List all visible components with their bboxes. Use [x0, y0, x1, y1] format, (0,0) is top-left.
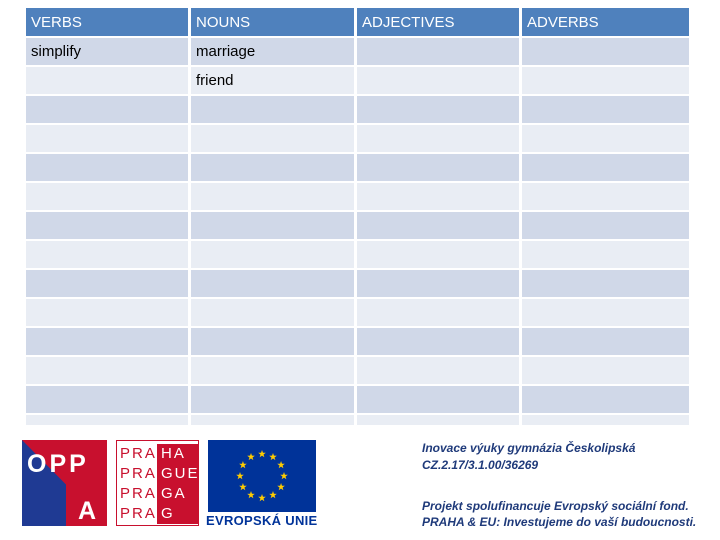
table-row: [26, 415, 689, 425]
table-cell: [522, 299, 689, 326]
praha-logo: [116, 440, 199, 526]
praha-logo-text: GUE: [157, 464, 199, 484]
project-info-line: PRAHA & EU: Investujeme do vaší budoucnosti.: [422, 515, 697, 529]
table-row: [26, 125, 689, 152]
table-cell: [522, 67, 689, 94]
table-cell: [357, 96, 519, 123]
table-cell: [522, 183, 689, 210]
table-cell: [191, 415, 354, 425]
praha-logo-line: [116, 504, 199, 524]
table-cell: [26, 415, 188, 425]
table-cell: [357, 38, 519, 65]
praha-logo-text: PRA: [116, 464, 157, 484]
table-cell: [357, 328, 519, 355]
table-cell: [357, 154, 519, 181]
praha-logo-text: PRA: [116, 444, 157, 464]
table-cell: [26, 270, 188, 297]
table-cell: [26, 386, 188, 413]
praha-logo-line: [116, 464, 199, 484]
table-cell: [357, 67, 519, 94]
praha-logo-text: PRA: [116, 504, 157, 524]
table-row: [26, 154, 689, 181]
table-cell: [357, 241, 519, 268]
table-cell: [357, 299, 519, 326]
header-nouns: NOUNS: [191, 8, 354, 36]
table-cell: [522, 415, 689, 425]
project-info-line: Inovace výuky gymnázia Českolipská: [422, 441, 636, 455]
table-cell: [522, 241, 689, 268]
project-code: CZ.2.17/3.1.00/36269: [422, 458, 539, 472]
table-cell: [522, 386, 689, 413]
table-cell: [522, 125, 689, 152]
table-cell: [522, 212, 689, 239]
header-adjectives: ADJECTIVES: [357, 8, 519, 36]
table-cell: [26, 212, 188, 239]
header-adverbs: ADVERBS: [522, 8, 689, 36]
opp-logo-text: OPP: [27, 450, 89, 478]
table-cell: [191, 386, 354, 413]
table-cell: [191, 96, 354, 123]
table-cell: [26, 96, 188, 123]
table-row: [26, 67, 689, 94]
table-cell: [26, 125, 188, 152]
table-cell: [26, 241, 188, 268]
table-cell: simplify: [26, 38, 188, 65]
opp-a-logo: [22, 440, 107, 526]
table-cell: [191, 328, 354, 355]
table-cell: [26, 328, 188, 355]
table-cell: [26, 299, 188, 326]
table-cell: [357, 212, 519, 239]
table-cell: [191, 299, 354, 326]
word-forms-table: [26, 8, 689, 425]
table-cell: [357, 386, 519, 413]
table-cell: friend: [191, 67, 354, 94]
table-cell: [357, 125, 519, 152]
praha-logo-line: [116, 444, 199, 464]
header-verbs: VERBS: [26, 8, 188, 36]
table-row: [26, 212, 689, 239]
table-row: [26, 38, 689, 65]
table-cell: [191, 125, 354, 152]
table-cell: [522, 357, 689, 384]
table-cell: marriage: [191, 38, 354, 65]
table-cell: [26, 154, 188, 181]
table-cell: [357, 270, 519, 297]
table-cell: [191, 241, 354, 268]
praha-logo-text: G: [157, 504, 199, 524]
table-row: [26, 386, 689, 413]
table-cell: [26, 357, 188, 384]
table-row: [26, 183, 689, 210]
table-cell: [357, 357, 519, 384]
table-row: [26, 357, 689, 384]
table-cell: [26, 183, 188, 210]
praha-logo-text: HA: [157, 444, 199, 464]
table-cell: [191, 270, 354, 297]
table-cell: [191, 212, 354, 239]
table-cell: [522, 154, 689, 181]
table-row: [26, 270, 689, 297]
table-row: [26, 241, 689, 268]
eu-flag-icon: [208, 440, 316, 512]
opp-logo-letter: A: [78, 497, 97, 525]
table-cell: [357, 183, 519, 210]
table-cell: [191, 357, 354, 384]
table-cell: [522, 270, 689, 297]
praha-logo-line: [116, 484, 199, 504]
table-row: [26, 328, 689, 355]
table-row: [26, 299, 689, 326]
table-cell: [191, 183, 354, 210]
project-info-line: Projekt spolufinancuje Evropský sociální fond.: [422, 499, 689, 513]
table-row: [26, 96, 689, 123]
eu-caption: EVROPSKÁ UNIE: [206, 513, 318, 528]
table-cell: [26, 67, 188, 94]
table-cell: [191, 154, 354, 181]
table-cell: [357, 415, 519, 425]
table-cell: [522, 38, 689, 65]
table-cell: [522, 96, 689, 123]
table-cell: [522, 328, 689, 355]
praha-logo-text: PRA: [116, 484, 157, 504]
table-header-row: [26, 8, 689, 36]
praha-logo-text: GA: [157, 484, 199, 504]
